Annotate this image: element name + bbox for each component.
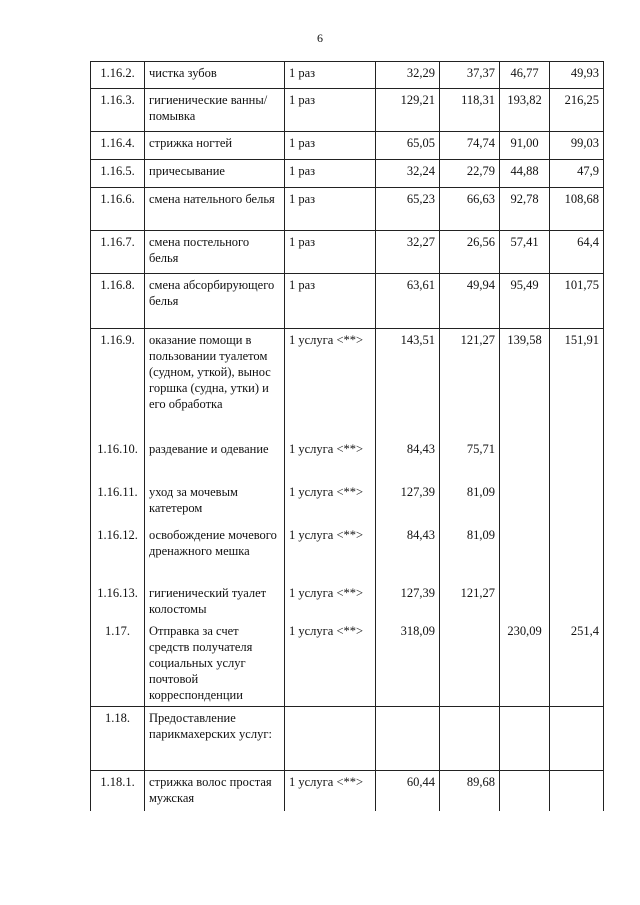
price-value-2: 81,09	[440, 481, 500, 524]
price-value-1: 129,21	[376, 89, 440, 132]
row-number: 1.16.12.	[91, 524, 145, 582]
service-unit: 1 услуга <**>	[285, 524, 376, 582]
service-name: Предоставление парикмахерских услуг:	[145, 707, 285, 771]
table-row	[91, 188, 604, 231]
service-name: гигиенические ванны/помывка	[145, 89, 285, 132]
price-value-3: 44,88	[500, 160, 550, 188]
service-unit: 1 раз	[285, 62, 376, 89]
row-number: 1.16.4.	[91, 132, 145, 160]
price-value-2: 118,31	[440, 89, 500, 132]
row-number: 1.16.2.	[91, 62, 145, 89]
price-value-4: 99,03	[550, 132, 604, 160]
price-value-3	[500, 771, 550, 811]
price-value-3	[500, 707, 550, 771]
service-unit	[285, 707, 376, 771]
row-number: 1.16.10.	[91, 438, 145, 481]
row-number: 1.16.13.	[91, 582, 145, 620]
price-value-1: 65,05	[376, 132, 440, 160]
row-number: 1.16.8.	[91, 274, 145, 329]
table-row	[91, 132, 604, 160]
table-row	[91, 524, 604, 582]
service-name: смена абсорбирующего белья	[145, 274, 285, 329]
table-row	[91, 231, 604, 274]
price-value-1	[376, 707, 440, 771]
service-unit: 1 раз	[285, 132, 376, 160]
table-row	[91, 707, 604, 771]
service-unit: 1 раз	[285, 188, 376, 231]
service-unit: 1 раз	[285, 274, 376, 329]
price-value-2: 75,71	[440, 438, 500, 481]
price-value-2	[440, 707, 500, 771]
price-value-2	[440, 620, 500, 707]
table-row	[91, 620, 604, 707]
price-value-1: 127,39	[376, 582, 440, 620]
row-number: 1.16.5.	[91, 160, 145, 188]
price-value-1: 84,43	[376, 524, 440, 582]
service-name: уход за мочевым катетером	[145, 481, 285, 524]
table-row	[91, 481, 604, 524]
price-value-3	[500, 582, 550, 620]
price-value-3: 57,41	[500, 231, 550, 274]
row-number: 1.18.1.	[91, 771, 145, 811]
row-number: 1.16.6.	[91, 188, 145, 231]
price-value-2: 121,27	[440, 582, 500, 620]
table-row	[91, 438, 604, 481]
price-value-1: 143,51	[376, 329, 440, 438]
price-value-3: 230,09	[500, 620, 550, 707]
service-name: оказание помощи в пользовании туалетом (судном, уткой), вынос горшка (судна, утки) и его обработка	[145, 329, 285, 438]
row-number: 1.18.	[91, 707, 145, 771]
row-number: 1.16.3.	[91, 89, 145, 132]
price-value-2: 22,79	[440, 160, 500, 188]
price-value-2: 74,74	[440, 132, 500, 160]
table-row	[91, 274, 604, 329]
price-value-4: 151,91	[550, 329, 604, 438]
row-number: 1.16.7.	[91, 231, 145, 274]
page-number: 6	[317, 31, 323, 45]
price-value-4: 216,25	[550, 89, 604, 132]
price-value-1: 63,61	[376, 274, 440, 329]
price-value-4: 64,4	[550, 231, 604, 274]
service-unit: 1 услуга <**>	[285, 438, 376, 481]
service-unit: 1 услуга <**>	[285, 481, 376, 524]
price-value-4	[550, 438, 604, 481]
service-name: смена постельного белья	[145, 231, 285, 274]
service-unit: 1 раз	[285, 89, 376, 132]
tariff-table	[90, 61, 604, 811]
price-value-1: 65,23	[376, 188, 440, 231]
price-value-4: 47,9	[550, 160, 604, 188]
row-number: 1.16.9.	[91, 329, 145, 438]
price-value-3: 91,00	[500, 132, 550, 160]
price-value-4: 101,75	[550, 274, 604, 329]
price-value-2: 89,68	[440, 771, 500, 811]
price-value-4	[550, 771, 604, 811]
service-name: Отправка за счет средств получателя социальных услуг почтовой корреспонденции	[145, 620, 285, 707]
price-value-4: 251,4	[550, 620, 604, 707]
service-unit: 1 раз	[285, 160, 376, 188]
service-name: стрижка ногтей	[145, 132, 285, 160]
table-row	[91, 89, 604, 132]
price-value-3	[500, 524, 550, 582]
price-value-1: 32,27	[376, 231, 440, 274]
price-value-4: 49,93	[550, 62, 604, 89]
service-unit: 1 услуга <**>	[285, 771, 376, 811]
service-unit: 1 услуга <**>	[285, 620, 376, 707]
price-value-3: 139,58	[500, 329, 550, 438]
service-unit: 1 услуга <**>	[285, 329, 376, 438]
service-name: причесывание	[145, 160, 285, 188]
row-number: 1.16.11.	[91, 481, 145, 524]
table-row	[91, 582, 604, 620]
table-row	[91, 329, 604, 438]
row-number: 1.17.	[91, 620, 145, 707]
table-row	[91, 771, 604, 811]
price-value-4	[550, 481, 604, 524]
price-value-3: 46,77	[500, 62, 550, 89]
price-value-4: 108,68	[550, 188, 604, 231]
price-value-3	[500, 481, 550, 524]
price-value-3: 92,78	[500, 188, 550, 231]
table-row	[91, 62, 604, 89]
table-row	[91, 160, 604, 188]
price-value-2: 121,27	[440, 329, 500, 438]
price-value-3	[500, 438, 550, 481]
price-value-2: 81,09	[440, 524, 500, 582]
price-value-2: 37,37	[440, 62, 500, 89]
price-value-1: 318,09	[376, 620, 440, 707]
service-name: стрижка волос простая мужская	[145, 771, 285, 811]
price-value-4	[550, 524, 604, 582]
service-name: раздевание и одевание	[145, 438, 285, 481]
price-value-4	[550, 582, 604, 620]
price-value-2: 66,63	[440, 188, 500, 231]
service-name: смена нательного белья	[145, 188, 285, 231]
service-unit: 1 услуга <**>	[285, 582, 376, 620]
price-value-1: 32,24	[376, 160, 440, 188]
service-name: чистка зубов	[145, 62, 285, 89]
price-value-3: 193,82	[500, 89, 550, 132]
price-value-3: 95,49	[500, 274, 550, 329]
price-value-4	[550, 707, 604, 771]
price-value-1: 60,44	[376, 771, 440, 811]
price-value-2: 26,56	[440, 231, 500, 274]
price-value-1: 127,39	[376, 481, 440, 524]
service-name: гигиенический туалет колостомы	[145, 582, 285, 620]
price-value-1: 84,43	[376, 438, 440, 481]
service-name: освобождение мочевого дренажного мешка	[145, 524, 285, 582]
price-value-2: 49,94	[440, 274, 500, 329]
service-unit: 1 раз	[285, 231, 376, 274]
price-value-1: 32,29	[376, 62, 440, 89]
